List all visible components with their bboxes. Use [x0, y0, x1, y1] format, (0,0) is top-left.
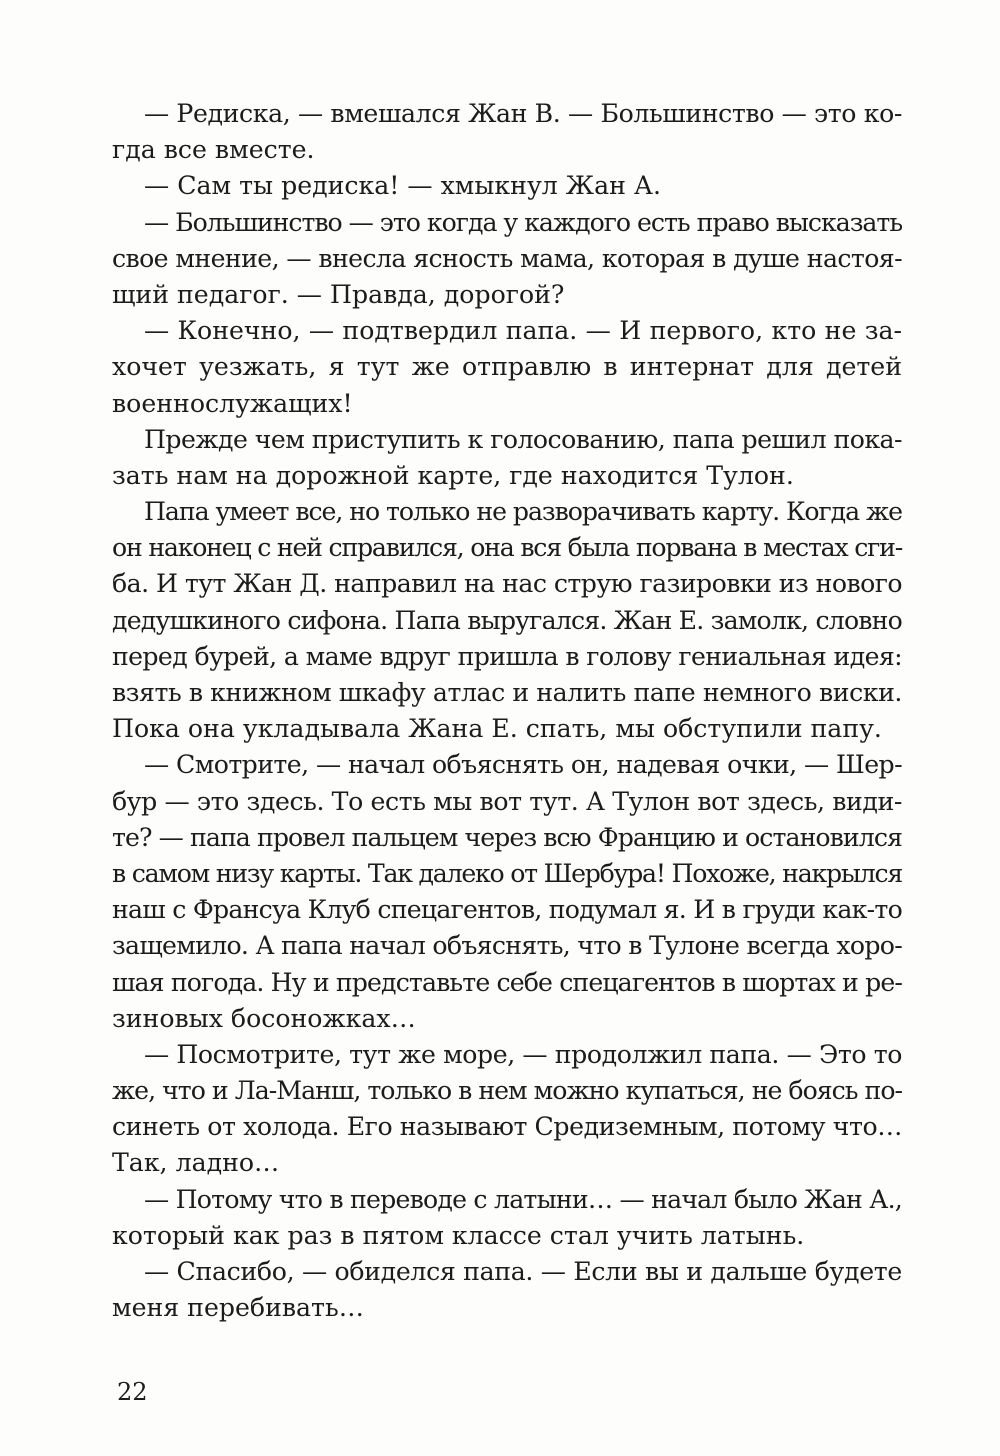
text-line: — Сам ты редиска! — хмыкнул Жан А.: [144, 171, 661, 201]
text-line: зиновых босоножках…: [112, 1003, 416, 1033]
text-line: зать нам на дорожной карте, где находится Тулон.: [112, 460, 794, 490]
text-line: перед бурей, а маме вдруг пришла в голову гениальная идея:: [112, 641, 902, 671]
text-line: — Посмотрите, тут же море, — продолжил папа. — Это то: [144, 1039, 902, 1069]
text-line: Папа умеет все, но только не разворачивать карту. Когда же: [144, 497, 903, 527]
text-line: меня перебивать…: [112, 1293, 364, 1323]
text-line: наш с Франсуа Клуб спецагентов, подумал я. И в груди как-то: [112, 895, 903, 925]
text-line: Прежде чем приступить к голосованию, папа решил пока-: [144, 424, 902, 454]
text-line: который как раз в пятом классе стал учить латынь.: [112, 1220, 805, 1250]
text-line: шая погода. Ну и представьте себе спецагентов в шортах и ре-: [112, 967, 902, 997]
text-line: — Смотрите, — начал объяснять он, надевая очки, — Шер-: [144, 750, 903, 780]
text-line: — Редиска, — вмешался Жан В. — Большинство — это ко-: [144, 99, 902, 128]
text-line: те? — папа провел пальцем через всю Францию и остановился: [112, 822, 903, 852]
text-line: защемило. А папа начал объяснять, что в Тулоне всегда хоро-: [112, 931, 903, 961]
text-line: дедушкиного сифона. Папа выругался. Жан Е. замолк, словно: [112, 605, 903, 635]
text-line: хочет уезжать, я тут же отправлю в интернат для детей: [112, 352, 902, 382]
text-line: в самом низу карты. Так далеко от Шербура! Похоже, накрылся: [112, 858, 902, 888]
text-line: взять в книжном шкафу атлас и налить папе немного виски.: [112, 678, 902, 707]
text-line: ба. И тут Жан Д. направил на нас струю газировки из нового: [112, 569, 903, 599]
text-line: — Спасибо, — обиделся папа. — Если вы и дальше будете: [144, 1257, 902, 1286]
text-line: синеть от холода. Его называют Средиземным, потому что…: [112, 1112, 902, 1142]
text-line: — Потому что в переводе с латыни… — начал было Жан А.,: [144, 1184, 903, 1214]
text-line: военнослужащих!: [112, 388, 353, 418]
text-line: же, что и Ла-Манш, только в нем можно купаться, не боясь по-: [112, 1076, 903, 1106]
text-line: щий педагог. — Правда, дорогой?: [112, 279, 565, 309]
text-line: свое мнение, — внесла ясность мама, которая в душе настоя-: [112, 243, 903, 273]
body-text: [112, 96, 902, 1326]
text-line: — Большинство — это когда у каждого есть право высказать: [144, 207, 903, 237]
text-line: Пока она укладывала Жана Е. спать, мы обступили папу.: [112, 714, 882, 744]
text-line: бур — это здесь. То есть мы вот тут. А Тулон вот здесь, види-: [112, 786, 903, 816]
text-line: Так, ладно…: [112, 1148, 280, 1178]
page-number: 22: [117, 1378, 148, 1406]
text-line: — Конечно, — подтвердил папа. — И первого, кто не за-: [144, 316, 902, 346]
text-line: гда все вместе.: [112, 135, 315, 165]
text-line: он наконец с ней справился, она вся была порвана в местах сги-: [112, 533, 902, 563]
